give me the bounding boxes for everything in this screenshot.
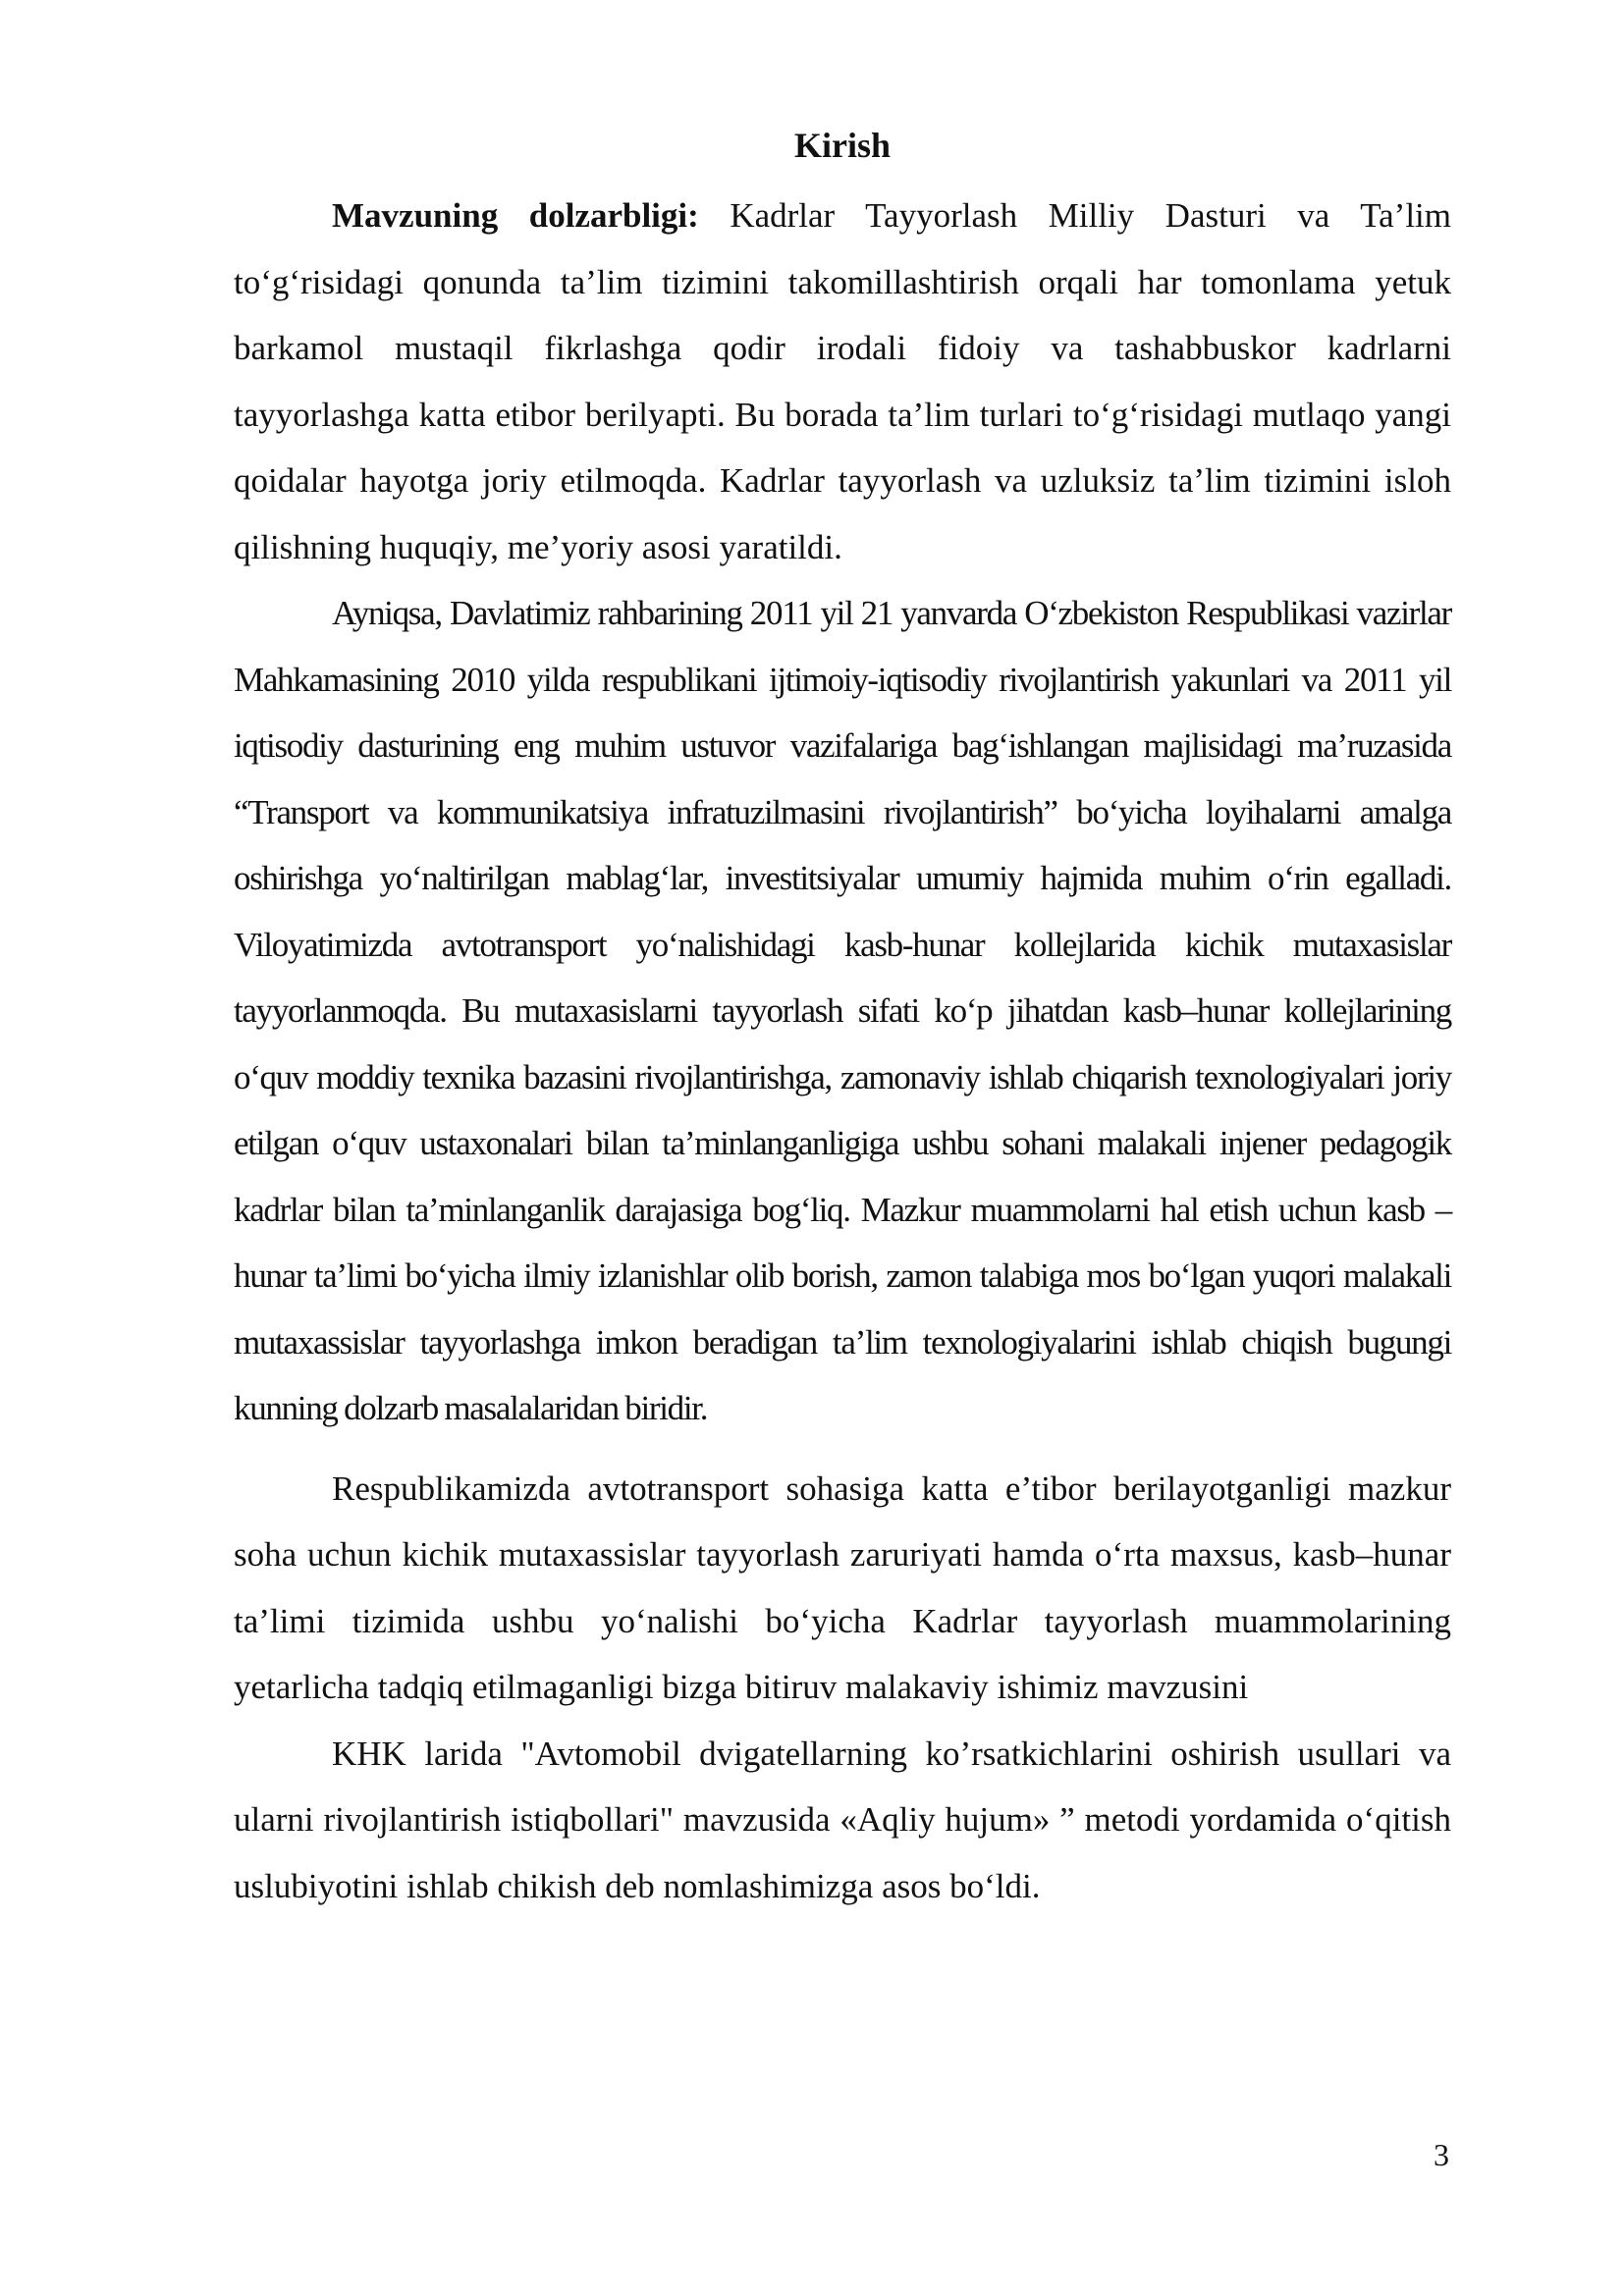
section-title: Kirish <box>793 126 891 165</box>
document-page <box>234 116 1451 1919</box>
paragraph-lead: Mavzuning dolzarbligi: <box>332 196 699 235</box>
paragraph-text: Respublikamizda avtotransport sohasiga katta e’tibor berilayotganligi mazkur soha uchun kichik mutaxassislar tayyorlash zaruriyati hamda o‘rta maxsus, kasb–hunar ta’limi tizimida ushbu yo‘nalishi bo‘yicha Kadrlar tayyorlash muammolarining yetarlicha tadqiq etilmaganligi bizga bitiruv malakaviy ishimiz mavzusini <box>234 1468 1451 1706</box>
paragraph-relevance <box>234 183 1451 580</box>
paragraph-transport <box>234 580 1451 1442</box>
paragraph-text: Kadrlar Tayyorlash Milliy Dasturi va Ta’lim to‘g‘risidagi qonunda ta’lim tizimini takomillashtirish orqali har tomonlama yetuk barkamol mustaqil fikrlashga qodir irodali fidoiy va tashabbuskor kadrlarni tayyorlashga katta etibor berilyapti. Bu borada ta’lim turlari to‘g‘risidagi mutlaqo yangi qoidalar hayotga joriy etilmoqda. Kadrlar tayyorlash va uzluksiz ta’lim tizimini isloh qilishning huquqiy, me’yoriy asosi yaratildi. <box>234 196 1451 566</box>
page-number: 3 <box>1434 2137 1449 2172</box>
paragraph-text: Ayniqsa, Davlatimiz rahbarining 2011 yil 21 yanvarda O‘zbekiston Respublikasi vazirlar Mahkamasining 2010 yilda respublikani ijtimoiy-iqtisodiy rivojlantirish yakunlari va 2011 yil iqtisodiy dasturining eng muhim ustuvor vazifalariga bag‘ishlangan majlisidagi ma’ruzasida “Transport va kommunikatsiya infratuzilmasini rivojlantirish” bo‘yicha loyihalarni amalga oshirishga yo‘naltirilgan mablag‘lar, investitsiyalar umumiy hajmida muhim o‘rin egalladi. Viloyatimizda avtotransport yo‘nalishidagi kasb-hunar kollejlarida kichik mutaxasislar tayyorlanmoqda. Bu mutaxasislarni tayyorlash sifati ko‘p jihatdan kasb–hunar kollejlarining o‘quv moddiy texnika bazasini rivojlantirishga, zamonaviy ishlab chiqarish texnologiyalari joriy etilgan o‘quv ustaxonalari bilan ta’minlanganligiga ushbu sohani malakali injener pedagogik kadrlar bilan ta’minlanganlik darajasiga bog‘liq. Mazkur muammolarni hal etish uchun kasb – hunar ta’limi bo‘yicha ilmiy izlanishlar olib borish, zamon talabiga mos bo‘lgan yuqori malakali mutaxassislar tayyorlashga imkon beradigan ta’lim texnologiyalarini ishlab chiqish bugungi kunning dolzarb masalalaridan biridir. <box>234 594 1451 1427</box>
paragraph-republic <box>234 1456 1451 1721</box>
paragraph-text: KHK larida "Avtomobil dvigatellarning ko’rsatkichlarini oshirish usullari va ularni rivojlantirish istiqbollari" mavzusida «Aqliy hujum» ” metodi yordamida o‘qitish uslubiyotini ishlab chikish deb nomlashimizga asos bo‘ldi. <box>234 1734 1451 1905</box>
paragraph-topic <box>234 1721 1451 1920</box>
